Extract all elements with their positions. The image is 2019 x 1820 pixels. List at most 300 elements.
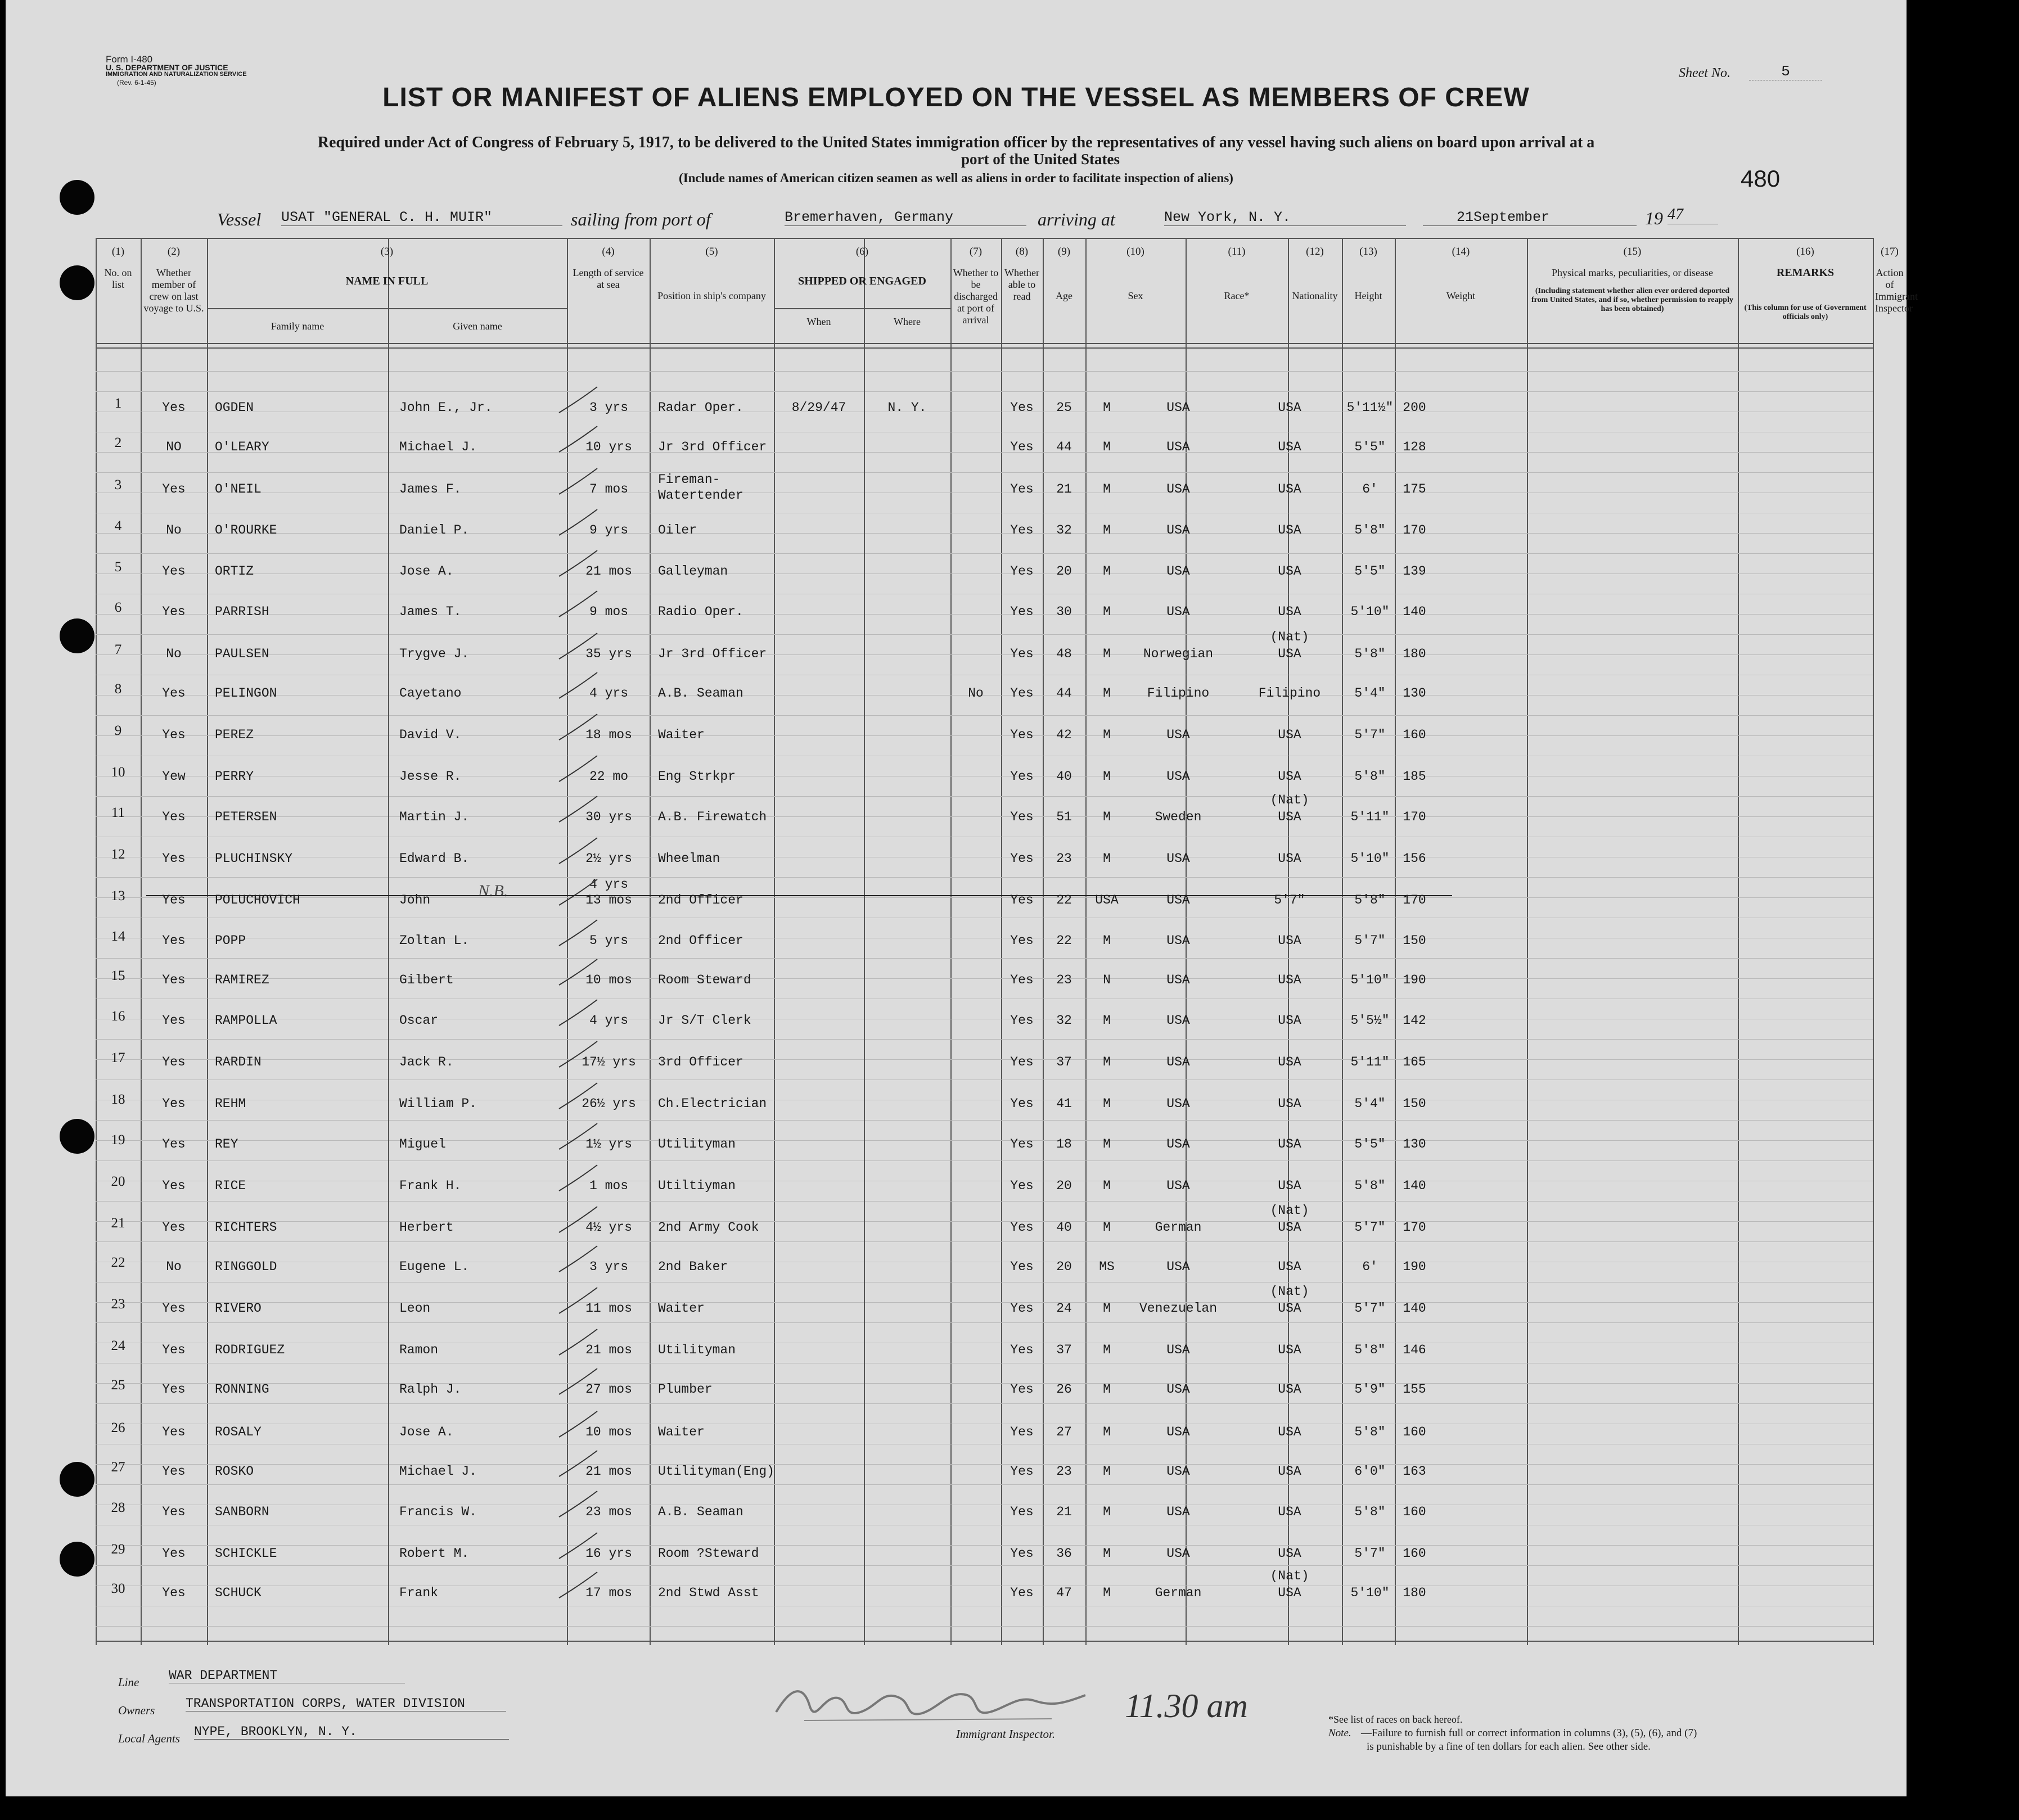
cell-prev: Yes — [162, 973, 186, 987]
cell-height: 6'0" — [1354, 1464, 1386, 1479]
cell-service: 27 mos — [585, 1382, 632, 1397]
check-mark-icon — [557, 1162, 602, 1195]
cell-family: O'LEARY — [215, 440, 269, 454]
cell-age: 48 — [1056, 647, 1072, 661]
cell-no: 28 — [111, 1500, 125, 1515]
cell-family: RICHTERS — [215, 1220, 277, 1235]
cell-read: Yes — [1010, 400, 1034, 415]
arriving-label: arriving at — [1038, 209, 1115, 229]
cell-position: 2nd Officer — [658, 933, 743, 948]
cell-height: 5'10" — [1350, 1586, 1390, 1600]
cell-prev: Yes — [162, 851, 186, 866]
column-header-where: Where — [894, 316, 921, 327]
cell-read: Yes — [1010, 604, 1034, 619]
cell-no: 24 — [111, 1338, 125, 1353]
cell-prev: Yes — [162, 1137, 186, 1151]
column-number: (17) — [1881, 246, 1899, 258]
ruled-line — [96, 1241, 1873, 1242]
punch-hole — [60, 265, 94, 300]
cell-given: Miguel — [399, 1137, 446, 1151]
nat-note: (Nat) — [1270, 630, 1309, 644]
cell-race: USA — [1166, 728, 1190, 742]
cell-service: 4 yrs — [589, 1013, 628, 1028]
cell-no: 20 — [111, 1174, 125, 1189]
cell-service: 1½ yrs — [585, 1137, 632, 1151]
page-title: LIST OR MANIFEST OF ALIENS EMPLOYED ON THE VESSEL AS MEMBERS OF CREW — [382, 83, 1530, 112]
cell-position: Eng Strkpr — [658, 769, 736, 784]
cell-given: Jack R. — [399, 1055, 454, 1069]
cell-sex: M — [1103, 1425, 1111, 1439]
grid-horizontal-line — [96, 343, 1873, 344]
cell-no: 16 — [111, 1009, 125, 1024]
cell-given: Herbert — [399, 1220, 454, 1235]
arrival-date: 21September — [1423, 209, 1637, 226]
cell-given: Gilbert — [399, 973, 454, 987]
check-mark-icon — [557, 506, 602, 540]
cell-height: 5'11½" — [1346, 400, 1394, 415]
grid-vertical-line — [950, 238, 952, 1645]
cell-height: 5'11" — [1350, 810, 1390, 824]
cell-position: Oiler — [658, 523, 697, 538]
cell-age: 20 — [1056, 1178, 1072, 1193]
cell-nat: USA — [1278, 810, 1301, 824]
cell-prev: Yes — [162, 1178, 186, 1193]
cell-height: 5'8" — [1354, 1505, 1386, 1519]
cell-weight: 180 — [1403, 647, 1426, 661]
cell-family: RONNING — [215, 1382, 269, 1397]
sailing-from: Bremerhaven, Germany — [785, 209, 1026, 226]
cell-family: PAULSEN — [215, 647, 269, 661]
cell-service: 10 mos — [585, 1425, 632, 1439]
cell-weight: 160 — [1403, 1425, 1426, 1439]
ruled-line — [96, 877, 1873, 878]
cell-weight: 170 — [1403, 523, 1426, 538]
cell-family: PERRY — [215, 769, 254, 784]
grid-horizontal-line — [96, 347, 1873, 349]
cell-service: 35 yrs — [585, 647, 632, 661]
cell-no: 14 — [111, 929, 125, 944]
cell-given: James T. — [399, 604, 462, 619]
ruled-line — [96, 1565, 1873, 1566]
cell-nat: USA — [1278, 564, 1301, 579]
cell-age: 37 — [1056, 1055, 1072, 1069]
cell-service: 21 mos — [585, 1343, 632, 1357]
ruled-line — [96, 1120, 1873, 1121]
cell-read: Yes — [1010, 893, 1034, 907]
cell-age: 37 — [1056, 1343, 1072, 1357]
cell-service: 26½ yrs — [582, 1096, 636, 1111]
cell-prev: Yes — [162, 1546, 186, 1561]
check-mark-icon — [557, 752, 602, 786]
cell-nat: USA — [1278, 851, 1301, 866]
ruled-line — [96, 715, 1873, 716]
cell-family: RICE — [215, 1178, 246, 1193]
cell-nat: USA — [1278, 400, 1301, 415]
cell-position: Room Steward — [658, 973, 751, 987]
cell-age: 23 — [1056, 973, 1072, 987]
cell-prev: Yes — [162, 1464, 186, 1479]
cell-sex: M — [1103, 1343, 1111, 1357]
cell-given: Ramon — [399, 1343, 439, 1357]
check-mark-icon — [557, 793, 602, 827]
cell-position: 2nd Officer — [658, 893, 743, 907]
cell-age: 30 — [1056, 604, 1072, 619]
cell-position: A.B. Seaman — [658, 1505, 743, 1519]
cell-no: 3 — [114, 477, 122, 493]
column-header-c17: Action of Immigrant Inspector — [1875, 267, 1918, 314]
cell-height: 5'8" — [1354, 647, 1386, 661]
cell-sex: M — [1103, 1301, 1111, 1316]
cell-given: Michael J. — [399, 1464, 477, 1479]
note-text-2: is punishable by a fine of ten dollars for each alien. See other side. — [1367, 1741, 1651, 1753]
grid-horizontal-line — [96, 238, 1873, 239]
cell-race: Sweden — [1155, 810, 1202, 824]
cell-prev: No — [166, 647, 182, 661]
cell-sex: M — [1103, 564, 1111, 579]
cell-sex: M — [1103, 1137, 1111, 1151]
ruled-line — [96, 634, 1873, 635]
cell-nat: USA — [1278, 933, 1301, 948]
form-revision: (Rev. 6-1-45) — [117, 79, 156, 87]
cell-position: Utiltiyman — [658, 1178, 736, 1193]
cell-given: Jesse R. — [399, 769, 462, 784]
cell-service: 9 yrs — [589, 523, 628, 538]
cell-service: 18 mos — [585, 728, 632, 742]
cell-no: 19 — [111, 1132, 125, 1148]
cell-no: 7 — [114, 642, 122, 657]
cell-nat: USA — [1278, 482, 1301, 496]
cell-read: Yes — [1010, 1013, 1034, 1028]
cell-family: REY — [215, 1137, 238, 1151]
cell-age: 44 — [1056, 686, 1072, 701]
cell-age: 41 — [1056, 1096, 1072, 1111]
check-mark-icon — [557, 588, 602, 621]
column-header-c4: Length of service at sea — [573, 267, 644, 290]
cell-position: Waiter — [658, 728, 705, 742]
cell-nat: USA — [1278, 1013, 1301, 1028]
cell-prev: Yew — [162, 769, 186, 784]
ruled-line — [96, 958, 1873, 959]
cell-service: 23 mos — [585, 1505, 632, 1519]
cell-service: 21 mos — [585, 564, 632, 579]
cell-height: 5'4" — [1354, 686, 1386, 701]
cell-service: 4 yrs — [589, 686, 628, 701]
form-id: Form I-480 — [106, 54, 153, 65]
cell-family: POPP — [215, 933, 246, 948]
cell-position: Jr S/T Clerk — [658, 1013, 751, 1028]
cell-given: Oscar — [399, 1013, 439, 1028]
cell-given: Edward B. — [399, 851, 470, 866]
cell-position: Radar Oper. — [658, 400, 743, 415]
cell-prev: Yes — [162, 1096, 186, 1111]
manifest-sheet — [6, 0, 1918, 1796]
column-number: (11) — [1228, 246, 1246, 258]
cell-weight: 142 — [1403, 1013, 1426, 1028]
cell-nat: USA — [1278, 973, 1301, 987]
cell-sex: M — [1103, 728, 1111, 742]
grid-vertical-line — [650, 238, 651, 1645]
department: U. S. DEPARTMENT OF JUSTICE — [106, 63, 228, 72]
cell-read: Yes — [1010, 564, 1034, 579]
punch-hole — [60, 618, 94, 653]
cell-weight: 170 — [1403, 1220, 1426, 1235]
cell-weight: 140 — [1403, 604, 1426, 619]
cell-sex: M — [1103, 686, 1111, 701]
note-label: Note. — [1328, 1727, 1351, 1739]
cell-height: 5'8" — [1354, 1343, 1386, 1357]
cell-prev: Yes — [162, 482, 186, 496]
cell-age: 20 — [1056, 564, 1072, 579]
cell-service: 22 mo — [589, 769, 628, 784]
cell-service: 30 yrs — [585, 810, 632, 824]
cell-weight: 160 — [1403, 728, 1426, 742]
column-number: (5) — [705, 246, 718, 258]
cell-given: Trygve J. — [399, 647, 470, 661]
cell-no: 15 — [111, 968, 125, 983]
cell-no: 9 — [114, 723, 122, 738]
cell-read: Yes — [1010, 1382, 1034, 1397]
required-line-1: Required under Act of Congress of February 5, 1917, to be delivered to the United States immigration officer by the representatives of any vessel having such aliens on board upon arrival at a — [317, 134, 1595, 151]
cell-weight: 140 — [1403, 1178, 1426, 1193]
check-mark-icon — [557, 1326, 602, 1360]
cell-no: 22 — [111, 1255, 125, 1270]
cell-race: USA — [1166, 1055, 1190, 1069]
cell-prev: Yes — [162, 564, 186, 579]
column-header-given: Given name — [453, 320, 502, 332]
cell-no: 1 — [114, 396, 122, 411]
cell-height: 6' — [1362, 1259, 1378, 1274]
cell-race: USA — [1166, 1425, 1190, 1439]
cell-position: Waiter — [658, 1301, 705, 1316]
grid-vertical-line — [207, 238, 208, 1645]
punch-hole — [60, 1542, 94, 1577]
cell-service: 13 mos — [585, 893, 632, 907]
cell-age: 26 — [1056, 1382, 1072, 1397]
line-label: Line — [118, 1676, 139, 1689]
column-header-c5: Position in ship's company — [657, 290, 766, 301]
cell-race: USA — [1166, 482, 1190, 496]
ruled-line — [96, 1626, 1873, 1627]
cell-weight: 185 — [1403, 769, 1426, 784]
grid-vertical-line — [1873, 238, 1874, 1645]
cell-read: Yes — [1010, 1178, 1034, 1193]
cell-age: 25 — [1056, 400, 1072, 415]
cell-position: Utilityman(Eng) — [658, 1464, 775, 1479]
cell-service: 16 yrs — [585, 1546, 632, 1561]
cell-height: 5'7" — [1354, 1546, 1386, 1561]
nat-note: (Nat) — [1270, 1203, 1309, 1218]
cell-read: Yes — [1010, 1055, 1034, 1069]
cell-service: 3 yrs — [589, 1259, 628, 1274]
cell-read: Yes — [1010, 973, 1034, 987]
cell-weight: 139 — [1403, 564, 1426, 579]
cell-race: USA — [1166, 1505, 1190, 1519]
column-number: (7) — [969, 246, 983, 258]
cell-weight: 190 — [1403, 1259, 1426, 1274]
cell-given: James F. — [399, 482, 462, 496]
cell-read: Yes — [1010, 440, 1034, 454]
cell-read: Yes — [1010, 728, 1034, 742]
cell-race: USA — [1166, 400, 1190, 415]
check-mark-icon — [557, 1569, 602, 1602]
punch-hole — [60, 1462, 94, 1497]
cell-family: RARDIN — [215, 1055, 262, 1069]
cell-sex: M — [1103, 647, 1111, 661]
cell-family: PLUCHINSKY — [215, 851, 293, 866]
cell-sex: M — [1103, 440, 1111, 454]
cell-given: Zoltan L. — [399, 933, 470, 948]
column-number: (1) — [111, 246, 125, 258]
cell-sex: MS — [1099, 1259, 1115, 1274]
cell-race: German — [1155, 1220, 1202, 1235]
cell-read: Yes — [1010, 1220, 1034, 1235]
check-mark-icon — [557, 1080, 602, 1113]
column-header-c15: Physical marks, peculiarities, or disease — [1552, 267, 1713, 278]
cell-weight: 140 — [1403, 1301, 1426, 1316]
cell-height: 5'9" — [1354, 1382, 1386, 1397]
cell-position: Utilityman — [658, 1343, 736, 1357]
column-number: (6) — [855, 246, 869, 258]
cell-weight: 146 — [1403, 1343, 1426, 1357]
grid-vertical-line — [864, 308, 865, 1641]
cell-prev: Yes — [162, 1055, 186, 1069]
cell-race: USA — [1166, 1178, 1190, 1193]
service-note: 4 yrs — [589, 877, 628, 892]
cell-read: Yes — [1010, 1137, 1034, 1151]
cell-nat: USA — [1278, 1343, 1301, 1357]
cell-family: RAMPOLLA — [215, 1013, 277, 1028]
owners-label: Owners — [118, 1704, 155, 1717]
cell-no: 12 — [111, 847, 125, 862]
column-number: (10) — [1126, 246, 1144, 258]
column-header-c17-sub: (This column for use of Government officials only) — [1744, 304, 1867, 321]
cell-no: 13 — [111, 888, 125, 904]
cell-given: Frank — [399, 1586, 439, 1600]
column-number: (12) — [1306, 246, 1324, 258]
agents-label: Local Agents — [118, 1732, 180, 1745]
ruled-line — [96, 1484, 1873, 1485]
cell-sex: M — [1103, 1013, 1111, 1028]
cell-sex: M — [1103, 1382, 1111, 1397]
cell-nat: 5'7" — [1274, 893, 1305, 907]
strike-through-line — [146, 895, 1452, 896]
cell-no: 18 — [111, 1092, 125, 1107]
check-mark-icon — [557, 916, 602, 950]
cell-where: N. Y. — [887, 400, 927, 415]
column-number: (9) — [1057, 246, 1071, 258]
cell-age: 24 — [1056, 1301, 1072, 1316]
sailing-label: sailing from port of — [571, 209, 711, 229]
cell-service: 1 mos — [589, 1178, 628, 1193]
cell-read: Yes — [1010, 523, 1034, 538]
check-mark-icon — [557, 834, 602, 868]
cell-given: William P. — [399, 1096, 477, 1111]
cell-race: Filipino — [1147, 686, 1210, 701]
ruled-line — [96, 1403, 1873, 1404]
cell-family: SANBORN — [215, 1505, 269, 1519]
cell-prev: Yes — [162, 1220, 186, 1235]
cell-nat: USA — [1278, 1055, 1301, 1069]
cell-family: RINGGOLD — [215, 1259, 277, 1274]
column-number: (4) — [602, 246, 615, 258]
check-mark-icon — [557, 669, 602, 703]
ruled-line — [96, 553, 1873, 554]
column-header-c14: Weight — [1446, 290, 1476, 301]
cell-sex: M — [1103, 933, 1111, 948]
cell-family: RAMIREZ — [215, 973, 269, 987]
cell-given: Francis W. — [399, 1505, 477, 1519]
cell-prev: Yes — [162, 686, 186, 701]
column-header-c8: Whether able to read — [1004, 267, 1039, 302]
cell-prev: Yes — [162, 1301, 186, 1316]
check-mark-icon — [557, 465, 602, 499]
cell-given: John E., Jr. — [399, 400, 493, 415]
check-mark-icon — [557, 1408, 602, 1442]
cell-read: Yes — [1010, 1301, 1034, 1316]
cell-no: 29 — [111, 1542, 125, 1557]
cell-nat: USA — [1278, 604, 1301, 619]
cell-race: German — [1155, 1586, 1202, 1600]
cell-read: Yes — [1010, 1096, 1034, 1111]
cell-sex: M — [1103, 482, 1111, 496]
cell-nat: USA — [1278, 1220, 1301, 1235]
cell-nat: USA — [1278, 1096, 1301, 1111]
cell-given: Cayetano — [399, 686, 462, 701]
cell-prev: Yes — [162, 1425, 186, 1439]
year-prefix: 19 — [1645, 208, 1663, 228]
cell-nat: USA — [1278, 1586, 1301, 1600]
vessel-label: Vessel — [217, 209, 262, 229]
cell-race: Norwegian — [1143, 647, 1214, 661]
cell-weight: 155 — [1403, 1382, 1426, 1397]
check-mark-icon — [557, 423, 602, 457]
cell-height: 5'7" — [1354, 1220, 1386, 1235]
check-mark-icon — [557, 1243, 602, 1276]
cell-race: USA — [1166, 523, 1190, 538]
cell-age: 18 — [1056, 1137, 1072, 1151]
check-mark-icon — [557, 876, 602, 910]
cell-height: 5'7" — [1354, 933, 1386, 948]
check-mark-icon — [557, 1447, 602, 1481]
cell-age: 40 — [1056, 1220, 1072, 1235]
grid-horizontal-line — [96, 1641, 1873, 1642]
cell-weight: 150 — [1403, 1096, 1426, 1111]
cell-read: Yes — [1010, 1586, 1034, 1600]
cell-no: 26 — [111, 1420, 125, 1435]
cell-read: Yes — [1010, 1464, 1034, 1479]
cell-height: 5'5" — [1354, 1137, 1386, 1151]
cell-family: SCHICKLE — [215, 1546, 277, 1561]
inspector-label: Immigrant Inspector. — [956, 1727, 1056, 1741]
cell-given: Jose A. — [399, 1425, 454, 1439]
cell-service: 2½ yrs — [585, 851, 632, 866]
cell-height: 5'8" — [1354, 893, 1386, 907]
agents-value: NYPE, BROOKLYN, N. Y. — [194, 1724, 509, 1740]
cell-race: USA — [1166, 440, 1190, 454]
column-header-c7: Whether to be discharged at port of arrival — [953, 267, 999, 326]
cell-race: USA — [1166, 1546, 1190, 1561]
cell-given: Michael J. — [399, 440, 477, 454]
cell-read: Yes — [1010, 1425, 1034, 1439]
cell-family: OGDEN — [215, 400, 254, 415]
cell-position: A.B. Seaman — [658, 686, 743, 701]
cell-read: Yes — [1010, 851, 1034, 866]
cell-given: Leon — [399, 1301, 431, 1316]
column-number: (14) — [1452, 246, 1470, 258]
cell-race: USA — [1166, 973, 1190, 987]
cell-prev: Yes — [162, 728, 186, 742]
cell-no: 4 — [114, 518, 122, 534]
